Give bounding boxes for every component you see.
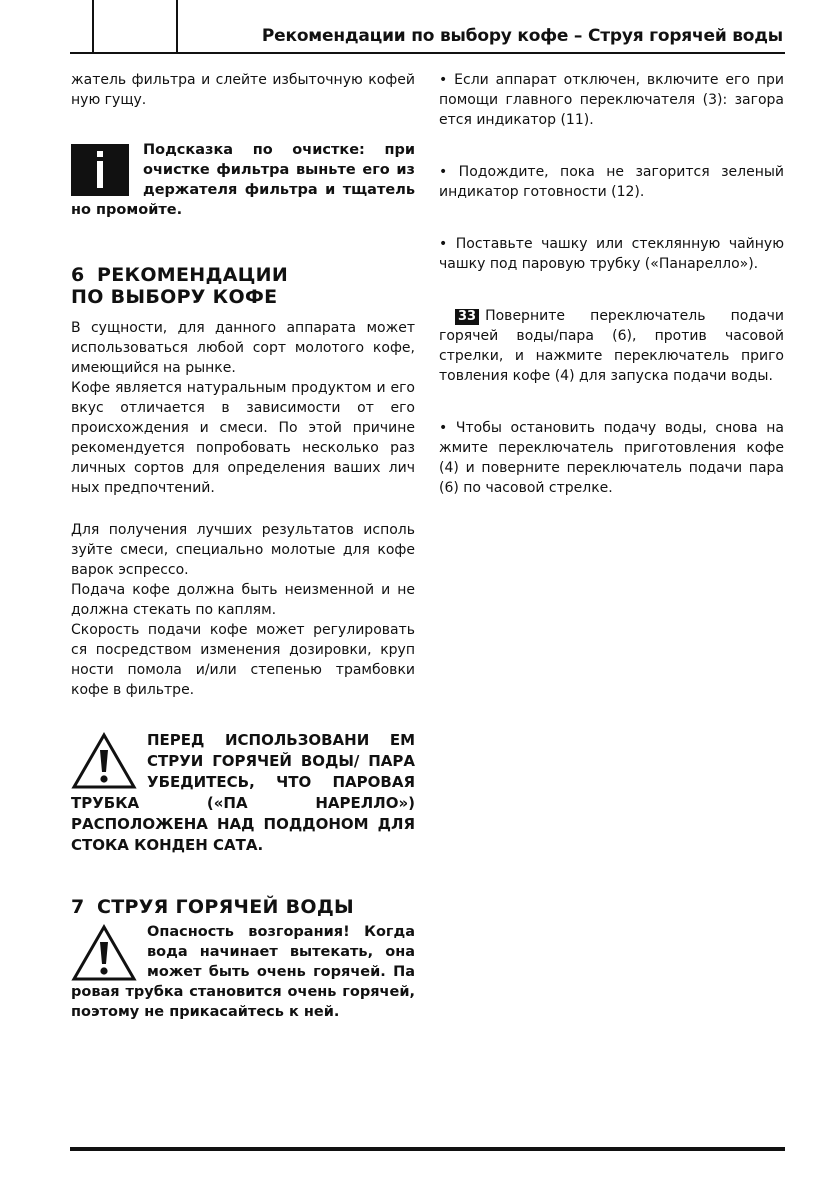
section-6-paragraph: Скорость подачи кофе может регулировать ся посредством изменения дозировки, круп ности помола и/или степенью трамбовки кофе в фильтре. <box>71 622 415 698</box>
section-6-paragraph: Кофе является натуральным продуктом и его вкус отличается в зависимости от его происхождения и смеси. По этой причине рекомендуется попробовать несколько раз личных сортов для определения ваших лич ных предпочтений. <box>71 380 415 496</box>
steam-wand-warning <box>71 730 415 856</box>
burn-danger-text: Опасность возгорания! Когда вода начинает вытекать, она может быть очень горячей. Па ровая трубка становится очень горячей, поэтому не прикасайтесь к ней. <box>71 924 415 1020</box>
section-7-number: 7 <box>71 896 85 918</box>
page-tab-box <box>92 0 178 54</box>
left-column <box>71 70 415 1022</box>
cleaning-tip-text: Подсказка по очистке: при очистке фильтра выньте его из держателя фильтра и тщатель но промойте. <box>71 142 415 218</box>
step-33-text: Поверните переключатель подачи горячей воды/пара (6), против часовой стрелки, и нажмите переключатель приго товления кофе (4) для запуска подачи воды. <box>439 308 784 384</box>
instruction-bullet: • Если аппарат отключен, включите его при помощи главного переключателя (3): загора ется индикатор (11). <box>439 72 784 128</box>
header-rule <box>70 52 785 54</box>
intro-paragraph: жатель фильтра и слейте избыточную кофей ную гущу. <box>71 72 415 108</box>
section-7-heading <box>71 896 415 918</box>
section-6-paragraph: В сущности, для данного аппарата может использоваться любой сорт молотого кофе, имеющийся на рынке. <box>71 320 415 376</box>
warning-triangle-icon <box>71 732 137 790</box>
section-6-number: 6 <box>71 264 85 286</box>
info-icon <box>71 144 129 196</box>
instruction-bullet: • Чтобы остановить подачу воды, снова на жмите переключатель приготовления кофе (4) и поверните переключатель подачи пара (6) по часовой стрелке. <box>439 420 784 496</box>
step-33-instruction <box>439 306 784 386</box>
step-number-badge: 33 <box>455 309 479 325</box>
page-header-title: Рекомендации по выбору кофе – Струя горячей воды <box>261 26 783 46</box>
cleaning-tip <box>71 140 415 220</box>
section-6-paragraph: Для получения лучших результатов исполь зуйте смеси, специально молотые для кофе варок эспрессо. <box>71 522 415 578</box>
instruction-bullet: • Поставьте чашку или стеклянную чайную чашку под паровую трубку («Панарелло»). <box>439 236 784 272</box>
burn-danger-warning <box>71 922 415 1022</box>
section-6-title-line2: ПО ВЫБОРУ КОФЕ <box>71 286 278 308</box>
section-6-paragraph: Подача кофе должна быть неизменной и не должна стекать по каплям. <box>71 582 415 618</box>
section-6-title-line1: РЕКОМЕНДАЦИИ <box>97 264 289 286</box>
warning-triangle-icon <box>71 924 137 982</box>
section-7-title: СТРУЯ ГОРЯЧЕЙ ВОДЫ <box>97 896 355 918</box>
instruction-bullet: • Подождите, пока не загорится зеленый индикатор готовности (12). <box>439 164 784 200</box>
steam-wand-warning-text: ПЕРЕД ИСПОЛЬЗОВАНИ ЕМ СТРУИ ГОРЯЧЕЙ ВОДЫ/ ПАРА УБЕДИТЕСЬ, ЧТО ПАРОВАЯ ТРУБКА («ПА НАРЕЛЛО») РАСПОЛОЖЕНА НАД ПОДДОНОМ ДЛЯ СТОКА КОНДЕН САТА. <box>71 731 415 854</box>
section-6-heading <box>71 264 415 308</box>
right-column <box>439 70 784 498</box>
footer-rule <box>70 1147 785 1151</box>
